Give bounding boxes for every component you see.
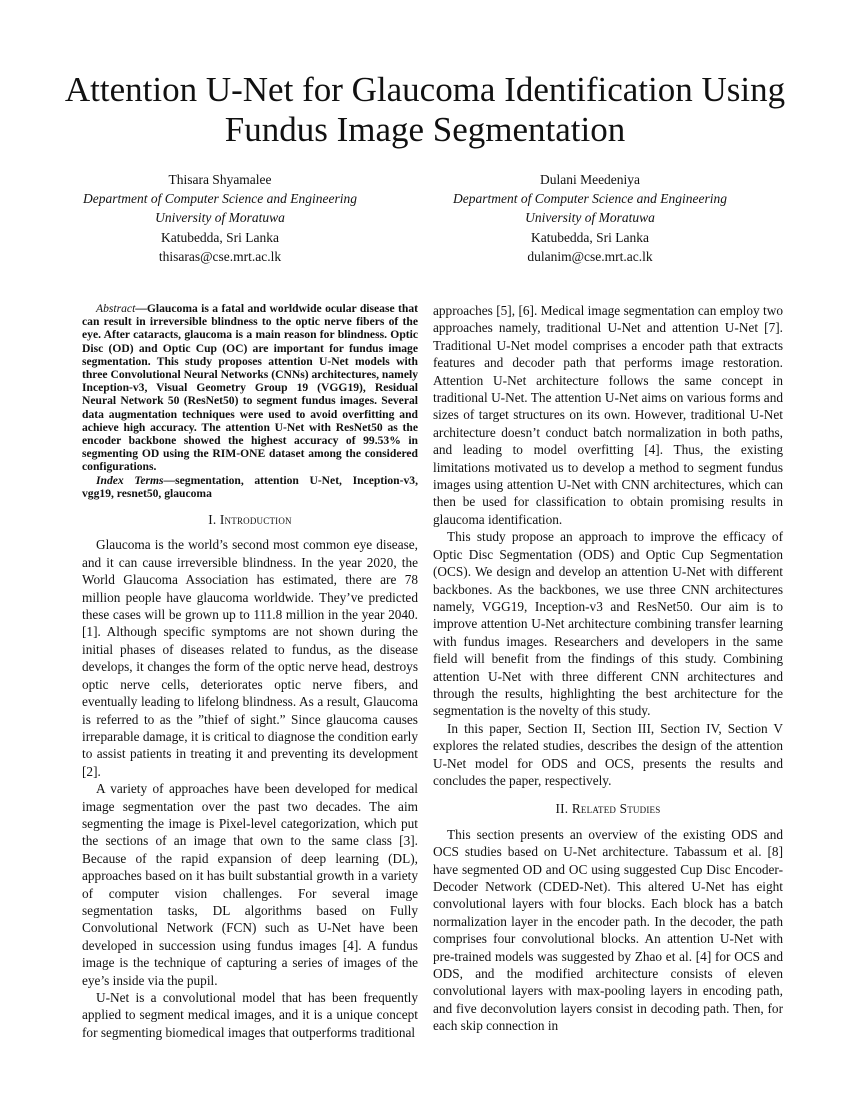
author-block-1 [20,170,420,266]
paragraph: This section presents an overview of the existing ODS and OCS studies based on U-Net architecture. Tabassum et al. [8] have segmented OD and OC using suggested Cup Disc Encoder-Decoder Network (CDED-Net). This altered U-Net has eight convolutional layers with four blocks. Each block has a batch normalization layer in the encoder path. In the decoder, the path comprises four convolutional blocks. An attention U-Net with pre-trained models was suggested by Zhao et al. [4] for OCS and ODS, and the modified architecture consists of eleven convolutional layers with max-pooling layers in encoding path, and five deconvolution layers consist in decoding path. Then, for each skip connection in [433,826,783,1034]
author-department: Department of Computer Science and Engineering [452,191,728,207]
paragraph: This study propose an approach to improve the efficacy of Optic Disc Segmentation (ODS) and Optic Cup Segmentation (OCS). We design and develop an attention U-Net with different backbones. As the backbones, we use three CNN architectures namely, VGG19, Inception-v3 and ResNet50. Our aim is to improve attention U-Net architecture combining transfer learning with fundus images. Researchers and developers in the same field will benefit from the findings of this study. Combining attention U-Net with three different CNN architectures and through the results, highlighting the best architecture for the segmentation is the novelty of this study. [433,529,783,719]
index-terms-label: Index Terms [96,473,164,487]
abstract-text: —Glaucoma is a fatal and worldwide ocular disease that can result in irreversible blindness to the optic nerve fibers of the eye. After cataracts, glaucoma is a main reason for blindness. Optic Disc (OD) and Optic Cup (OC) are important for fundus image segmentation. This study proposes attention U-Net models with three Convolutional Neural Networks (CNNs) architectures, namely Inception-v3, Visual Geometry Group 19 (VGG19), Residual Neural Network 50 (ResNet50) to segment fundus images. Several data augmentation techniques were used to avoid overfitting and achieve high accuracy. The attention U-Net with ResNet50 as the encoder backbone showed the highest accuracy of 99.53% in segmenting OD using the RIM-ONE dataset among the considered configurations. [82,302,418,474]
title-line-2: Fundus Image Segmentation [224,110,626,149]
paper-title [40,70,810,150]
section-heading-related-studies: II. Related Studies [555,801,661,817]
paragraph: Glaucoma is the world’s second most common eye disease, and it can cause irreversible blindness. In the year 2020, the World Glaucoma Association has estimated, there are 78 million people have glaucoma worldwide. They’ve predicted these cases will be grown up to 111.8 million in the year 2040. [1]. Although specific symptoms are not shown during the initial phases of diseases related to fundus, as the disease develops, it changes the form of the optic nerve head, destroys optic nerve cells, deteriorates optic nerve fibers, and eventually leading to lifelong blindness. As a result, Glaucoma is referred to as the ”thief of sight.” Since glaucoma causes irreparable damage, it is critical to diagnose the condition early to assist patients in treating it and preventing its development [2]. [82,537,418,779]
paragraph: approaches [5], [6]. Medical image segmentation can employ two approaches namely, traditional U-Net and attention U-Net [7]. Traditional U-Net model comprises a encoder path that extracts features and decoder path that performs image restoration. Attention U-Net architecture follows the same concept in traditional U-Net. The attention U-Net aims on various forms and sizes of target structures on its own. However, traditional U-Net architecture doesn’t conduct batch normalization in both paths, and leading to model overfitting [4]. Thus, the existing limitations motivated us to develop a method to segment fundus images using attention U-Net with CNN architectures, which can then be used for classification to obtain promising results in glaucoma identification. [433,303,783,527]
index-terms [82,474,418,500]
paragraph: In this paper, Section II, Section III, Section IV, Section V explores the related studies, describes the design of the attention U-Net model for ODS and OCS, presents the results and concludes the paper, respectively. [433,720,783,788]
author-location: Katubedda, Sri Lanka [160,229,280,245]
author-name: Dulani Meedeniya [539,172,641,187]
author-location: Katubedda, Sri Lanka [530,229,650,245]
paragraph: U-Net is a convolutional model that has been frequently applied to segment medical images, and it is a unique concept for segmenting biomedical images that outperforms traditional [82,990,418,1040]
right-column [433,302,783,1035]
left-column [82,302,418,1041]
author-email[interactable]: dulanim@cse.mrt.ac.lk [527,248,653,264]
paragraph: A variety of approaches have been developed for medical image segmentation over the past two decades. The aim segmenting the image is Pixel-level categorization, which put the sections of an image that own to the same class [3]. Because of the rapid expansion of deep learning (DL), approaches based on it has built substantial growth in a variety of computer vision challenges. For several image segmentation tasks, DL algorithms based on Fully Convolutional Network (FCN) such as U-Net have been developed in succession using fundus images [4]. A fundus image is the technique of capturing a series of images of the eye’s inside via the pupil. [82,781,418,988]
title-line-1: Attention U-Net for Glaucoma Identification Using [64,70,786,109]
author-block-2 [390,170,790,266]
author-name: Thisara Shyamalee [168,172,272,187]
index-terms-text: —segmentation, attention U-Net, Inception-v3, vgg19, resnet50, glaucoma [82,473,418,500]
abstract-label: Abstract [96,302,136,315]
author-university: University of Moratuwa [525,210,655,226]
author-university: University of Moratuwa [155,210,285,226]
author-department: Department of Computer Science and Engineering [82,191,358,207]
section-heading-introduction: I. Introduction [208,512,292,528]
author-email[interactable]: thisaras@cse.mrt.ac.lk [158,248,282,264]
abstract [82,302,418,474]
